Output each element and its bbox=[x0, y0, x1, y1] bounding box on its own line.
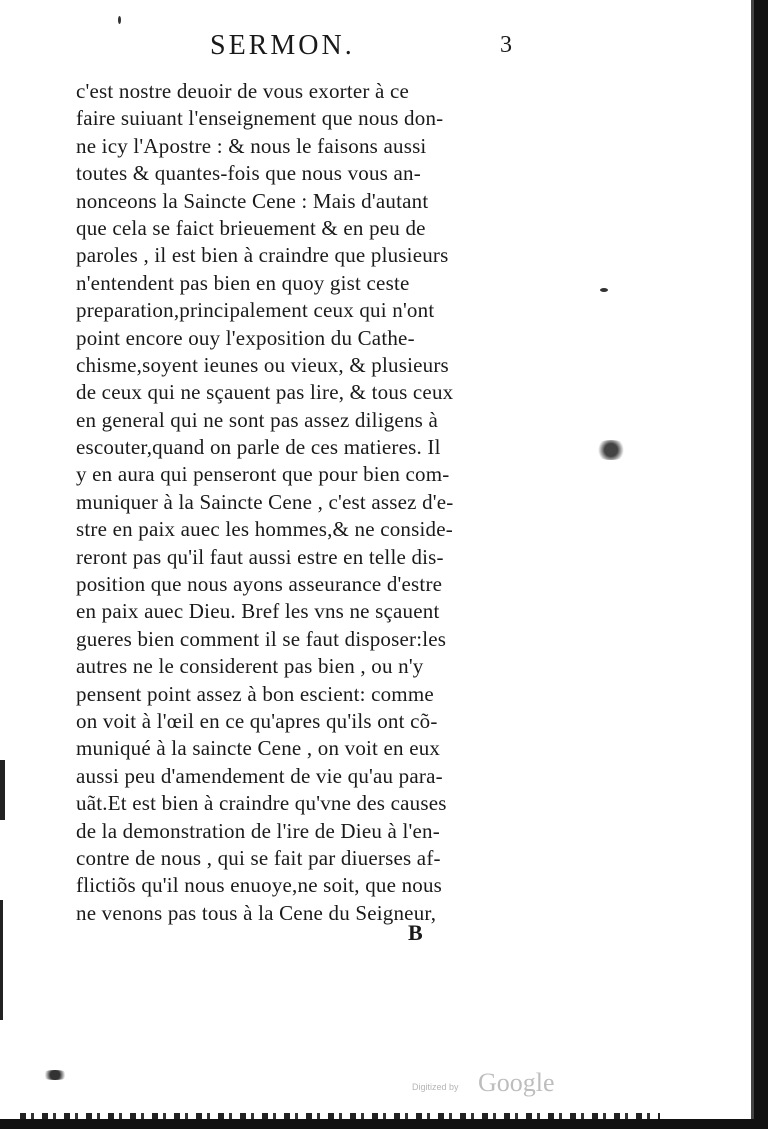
text-line: pensent point assez à bon escient: comme bbox=[76, 681, 434, 706]
scan-right-border bbox=[754, 0, 768, 1129]
text-line: faire suiuant l'enseignement que nous don- bbox=[76, 106, 444, 131]
digitized-watermark bbox=[412, 1068, 582, 1104]
text-line: muniqué à la saincte Cene , on voit en eux bbox=[76, 736, 441, 761]
ink-speck bbox=[40, 1070, 70, 1080]
watermark-logo: Google bbox=[478, 1068, 555, 1097]
text-line: reront pas qu'il faut aussi estre en telle dis- bbox=[76, 544, 444, 569]
text-line: contre de nous , qui se fait par diuerses af- bbox=[76, 845, 441, 870]
text-line: en general qui ne sont pas assez diligens à bbox=[76, 407, 438, 432]
text-line: ne venons pas tous à la Cene du Seigneur, bbox=[76, 900, 437, 925]
text-line: aussi peu d'amendement de vie qu'au para- bbox=[76, 763, 443, 788]
page-header bbox=[160, 30, 540, 70]
text-line: en paix auec Dieu. Bref les vns ne sçauent bbox=[76, 599, 440, 624]
text-line: nonceons la Saincte Cene : Mais d'autant bbox=[76, 188, 429, 213]
scan-right-border-shadow bbox=[751, 0, 754, 1129]
text-line: que cela se faict brieuement & en peu de bbox=[76, 215, 426, 240]
scan-left-mark bbox=[0, 900, 3, 1020]
page-number: 3 bbox=[500, 32, 512, 58]
text-line: chisme,soyent ieunes ou vieux, & plusieurs bbox=[76, 352, 449, 377]
scan-bottom-border bbox=[0, 1119, 768, 1129]
scan-bottom-ragged-edge bbox=[20, 1113, 660, 1119]
scan-left-mark bbox=[0, 760, 5, 820]
ink-speck bbox=[592, 440, 630, 460]
text-line: n'entendent pas bien en quoy gist ceste bbox=[76, 270, 410, 295]
running-title: SERMON. bbox=[210, 30, 355, 61]
text-line: de ceux qui ne sçauent pas lire, & tous ceux bbox=[76, 380, 454, 405]
signature-mark: B bbox=[408, 920, 423, 945]
text-line: flictiõs qu'il nous enuoye,ne soit, que nous bbox=[76, 873, 443, 898]
watermark-prefix: Digitized by bbox=[412, 1082, 459, 1092]
text-line: escouter,quand on parle de ces matieres. Il bbox=[76, 435, 441, 460]
text-line: point encore ouy l'exposition du Cathe- bbox=[76, 325, 415, 350]
text-line: de la demonstration de l'ire de Dieu à l'en- bbox=[76, 818, 440, 843]
text-line: y en aura qui penseront que pour bien com- bbox=[76, 462, 450, 487]
text-line: paroles , il est bien à craindre que plusieurs bbox=[76, 243, 449, 268]
body-text bbox=[76, 78, 526, 927]
text-line: muniquer à la Saincte Cene , c'est assez d'e- bbox=[76, 489, 454, 514]
ink-speck bbox=[600, 288, 608, 292]
text-line: preparation,principalement ceux qui n'ont bbox=[76, 298, 435, 323]
ink-speck bbox=[118, 16, 121, 24]
text-line: uãt.Et est bien à craindre qu'vne des causes bbox=[76, 791, 447, 816]
text-line: position que nous ayons asseurance d'estre bbox=[76, 572, 443, 597]
text-line: c'est nostre deuoir de vous exorter à ce bbox=[76, 79, 410, 103]
text-line: ne icy l'Apostre : & nous le faisons aussi bbox=[76, 133, 427, 158]
text-line: toutes & quantes-fois que nous vous an- bbox=[76, 161, 421, 186]
text-line: autres ne le considerent pas bien , ou n'y bbox=[76, 654, 424, 679]
text-line: gueres bien comment il se faut disposer:les bbox=[76, 626, 447, 651]
text-line: on voit à l'œil en ce qu'apres qu'ils ont cõ- bbox=[76, 708, 438, 733]
text-line: stre en paix auec les hommes,& ne conside- bbox=[76, 517, 453, 542]
